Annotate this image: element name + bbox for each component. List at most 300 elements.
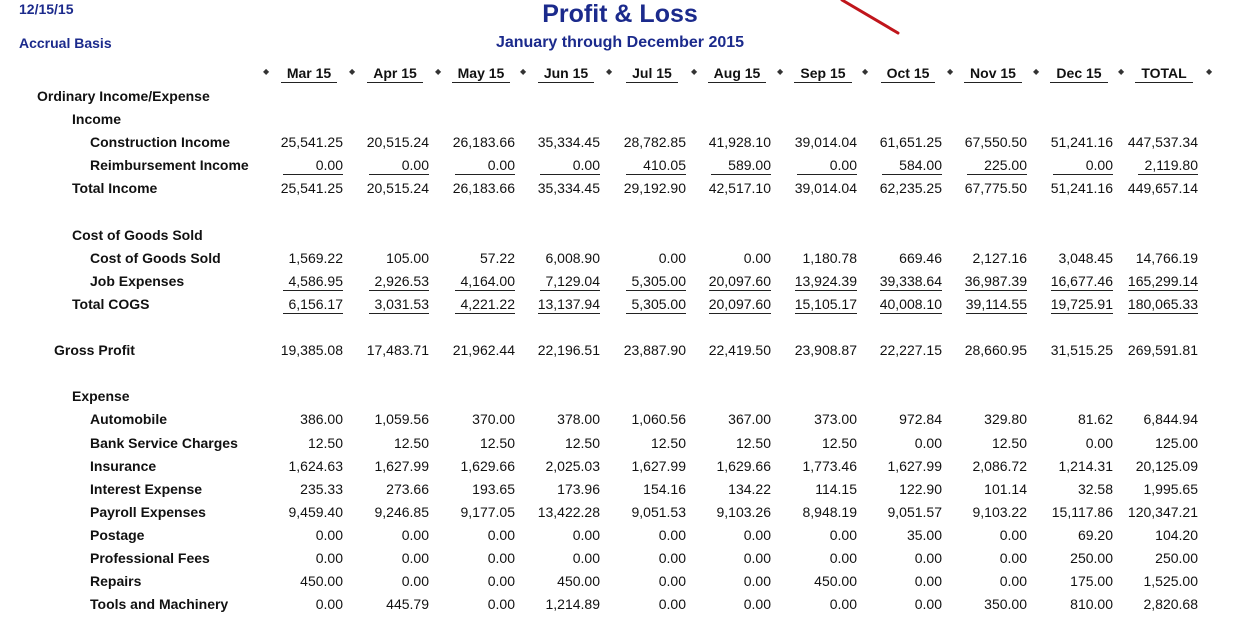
amount-cell[interactable]	[357, 273, 429, 291]
amount-value: 450.00	[814, 573, 857, 590]
amount-cell[interactable]	[955, 411, 1027, 427]
amount-value: 12.50	[564, 434, 600, 451]
amount-cell[interactable]	[699, 273, 771, 291]
amount-value: 57.22	[479, 249, 515, 266]
amount-value: 972.84	[899, 411, 942, 428]
amount-cell[interactable]	[699, 250, 771, 266]
amount-value: 35,334.45	[537, 134, 600, 151]
amount-value: 23,887.90	[623, 342, 686, 359]
amount-value: 29,192.90	[623, 180, 686, 197]
amount-cell[interactable]	[271, 273, 343, 291]
amount-value: 2,086.72	[972, 457, 1027, 474]
amount-cell[interactable]	[357, 527, 429, 543]
amount-cell[interactable]	[614, 157, 686, 175]
amount-value: 6,008.90	[545, 249, 600, 266]
amount-cell[interactable]	[614, 273, 686, 291]
column-header[interactable]	[1126, 65, 1202, 83]
column-header[interactable]	[955, 65, 1031, 83]
amount-cell[interactable]	[357, 250, 429, 266]
amount-cell[interactable]	[870, 573, 942, 589]
row-label: Cost of Goods Sold	[90, 249, 221, 266]
amount-cell[interactable]	[357, 573, 429, 589]
amount-cell[interactable]	[357, 481, 429, 497]
amount-cell[interactable]	[614, 504, 686, 520]
amount-cell[interactable]	[1041, 342, 1113, 358]
amount-cell[interactable]	[1126, 550, 1198, 566]
amount-cell[interactable]	[1041, 435, 1113, 451]
amount-cell[interactable]	[443, 527, 515, 543]
amount-value: 180,065.33	[1127, 295, 1198, 312]
amount-cell[interactable]	[870, 273, 942, 291]
amount-cell[interactable]	[271, 458, 343, 474]
amount-cell[interactable]	[357, 411, 429, 427]
column-header-label: Aug 15	[708, 65, 767, 83]
amount-cell[interactable]	[1126, 250, 1198, 266]
amount-cell[interactable]	[870, 596, 942, 612]
amount-value: 367.00	[728, 411, 771, 428]
amount-cell[interactable]	[955, 596, 1027, 612]
amount-cell[interactable]	[614, 134, 686, 150]
amount-cell[interactable]	[1126, 481, 1198, 497]
amount-cell[interactable]	[357, 435, 429, 451]
amount-cell[interactable]	[1126, 411, 1198, 427]
amount-cell[interactable]	[1041, 504, 1113, 520]
table-row[interactable]	[0, 201, 1240, 224]
column-header-label: Dec 15	[1050, 65, 1107, 83]
amount-value: 0.00	[315, 596, 343, 613]
amount-cell[interactable]	[699, 527, 771, 543]
amount-cell[interactable]	[1126, 180, 1198, 196]
amount-value: 0.00	[743, 526, 771, 543]
amount-cell[interactable]	[699, 411, 771, 427]
amount-cell[interactable]	[870, 296, 942, 314]
table-row[interactable]	[0, 432, 1240, 455]
column-header[interactable]	[443, 65, 519, 83]
amount-cell[interactable]	[614, 250, 686, 266]
row-label: Income	[72, 111, 122, 128]
amount-cell[interactable]	[1041, 273, 1113, 291]
amount-cell[interactable]	[785, 596, 857, 612]
amount-value: 9,051.57	[887, 503, 942, 520]
amount-cell[interactable]	[1041, 596, 1113, 612]
amount-cell[interactable]	[699, 573, 771, 589]
amount-cell[interactable]	[699, 596, 771, 612]
amount-value: 134.22	[728, 480, 771, 497]
amount-cell[interactable]	[271, 435, 343, 451]
amount-value: 16,677.46	[1050, 272, 1113, 289]
amount-cell[interactable]	[785, 342, 857, 358]
amount-cell[interactable]	[443, 296, 515, 314]
amount-cell[interactable]	[271, 296, 343, 314]
amount-cell[interactable]	[870, 504, 942, 520]
amount-cell[interactable]	[699, 134, 771, 150]
amount-cell[interactable]	[870, 411, 942, 427]
table-row[interactable]	[0, 593, 1240, 616]
amount-cell[interactable]	[443, 250, 515, 266]
amount-value: 0.00	[1085, 434, 1113, 451]
table-row[interactable]	[0, 385, 1240, 408]
amount-value: 0.00	[999, 549, 1027, 566]
amount-cell[interactable]	[955, 458, 1027, 474]
amount-value: 39,014.04	[794, 180, 857, 197]
table-row[interactable]	[0, 316, 1240, 339]
amount-cell[interactable]	[955, 481, 1027, 497]
amount-cell[interactable]	[1126, 134, 1198, 150]
amount-value: 1,214.89	[545, 596, 600, 613]
amount-cell[interactable]	[785, 573, 857, 589]
amount-value: 589.00	[711, 157, 771, 175]
amount-cell[interactable]	[955, 573, 1027, 589]
amount-cell[interactable]	[870, 134, 942, 150]
column-resize-handle[interactable]: ◆	[777, 67, 784, 76]
amount-value: 101.14	[984, 480, 1027, 497]
amount-cell[interactable]	[528, 504, 600, 520]
amount-cell[interactable]	[271, 504, 343, 520]
amount-cell[interactable]	[528, 273, 600, 291]
column-header[interactable]	[614, 65, 690, 83]
amount-cell[interactable]	[443, 134, 515, 150]
amount-cell[interactable]	[785, 273, 857, 291]
amount-value: 1,525.00	[1143, 573, 1198, 590]
amount-cell[interactable]	[528, 296, 600, 314]
row-label: Insurance	[90, 457, 157, 474]
amount-cell[interactable]	[357, 342, 429, 358]
amount-cell[interactable]	[528, 157, 600, 175]
amount-cell[interactable]	[443, 411, 515, 427]
table-row[interactable]	[0, 339, 1240, 362]
amount-value: 0.00	[743, 573, 771, 590]
amount-cell[interactable]	[614, 550, 686, 566]
amount-cell[interactable]	[528, 250, 600, 266]
amount-value: 1,627.99	[374, 457, 429, 474]
column-resize-handle[interactable]: ◆	[1118, 67, 1125, 76]
column-resize-handle[interactable]: ◆	[862, 67, 869, 76]
amount-cell[interactable]	[699, 342, 771, 358]
amount-cell[interactable]	[614, 180, 686, 196]
amount-value: 51,241.16	[1050, 134, 1113, 151]
amount-cell[interactable]	[1041, 250, 1113, 266]
amount-cell[interactable]	[870, 180, 942, 196]
column-header[interactable]	[271, 65, 347, 83]
column-header[interactable]	[870, 65, 946, 83]
table-row[interactable]	[0, 501, 1240, 524]
column-resize-handle[interactable]: ◆	[1206, 67, 1213, 76]
amount-value: 0.00	[283, 157, 343, 175]
amount-cell[interactable]	[357, 458, 429, 474]
amount-cell[interactable]	[785, 134, 857, 150]
amount-cell[interactable]	[528, 527, 600, 543]
amount-value: 9,103.26	[716, 503, 771, 520]
amount-value: 26,183.66	[452, 180, 515, 197]
amount-cell[interactable]	[955, 550, 1027, 566]
amount-cell[interactable]	[271, 342, 343, 358]
amount-cell[interactable]	[955, 250, 1027, 266]
amount-cell[interactable]	[1126, 596, 1198, 612]
amount-cell[interactable]	[271, 250, 343, 266]
amount-cell[interactable]	[699, 435, 771, 451]
annotation-pen-stroke	[0, 0, 1240, 62]
amount-value: 1,214.31	[1058, 457, 1113, 474]
amount-cell[interactable]	[528, 134, 600, 150]
amount-cell[interactable]	[443, 342, 515, 358]
amount-cell[interactable]	[357, 550, 429, 566]
amount-cell[interactable]	[955, 273, 1027, 291]
amount-value: 0.00	[743, 249, 771, 266]
amount-cell[interactable]	[614, 411, 686, 427]
column-header[interactable]	[528, 65, 604, 83]
amount-cell[interactable]	[614, 296, 686, 314]
amount-value: 250.00	[1155, 549, 1198, 566]
amount-value: 154.16	[643, 480, 686, 497]
column-resize-handle[interactable]: ◆	[1033, 67, 1040, 76]
amount-value: 0.00	[658, 596, 686, 613]
amount-value: 329.80	[984, 411, 1027, 428]
amount-cell[interactable]	[443, 435, 515, 451]
amount-value: 0.00	[401, 526, 429, 543]
amount-value: 12.50	[991, 434, 1027, 451]
column-resize-handle[interactable]: ◆	[606, 67, 613, 76]
amount-cell[interactable]	[1041, 550, 1113, 566]
amount-cell[interactable]	[528, 435, 600, 451]
table-row[interactable]	[0, 478, 1240, 501]
amount-value: 0.00	[401, 549, 429, 566]
amount-cell[interactable]	[1041, 134, 1113, 150]
amount-cell[interactable]	[1041, 180, 1113, 196]
column-header[interactable]	[699, 65, 775, 83]
amount-cell[interactable]	[870, 435, 942, 451]
amount-cell[interactable]	[271, 411, 343, 427]
amount-value: 25,541.25	[280, 134, 343, 151]
column-resize-handle[interactable]: ◆	[520, 67, 527, 76]
amount-cell[interactable]	[955, 157, 1027, 175]
amount-cell[interactable]	[1041, 481, 1113, 497]
row-label: Reimbursement Income	[90, 157, 249, 174]
amount-value: 9,051.53	[631, 503, 686, 520]
amount-cell[interactable]	[443, 481, 515, 497]
amount-cell[interactable]	[357, 180, 429, 196]
amount-value: 0.00	[914, 549, 942, 566]
column-resize-handle[interactable]: ◆	[349, 67, 356, 76]
amount-cell[interactable]	[785, 458, 857, 474]
amount-cell[interactable]	[955, 134, 1027, 150]
amount-cell[interactable]	[785, 411, 857, 427]
amount-cell[interactable]	[785, 296, 857, 314]
amount-value: 67,550.50	[964, 134, 1027, 151]
amount-cell[interactable]	[357, 596, 429, 612]
amount-cell[interactable]	[271, 134, 343, 150]
amount-cell[interactable]	[1126, 527, 1198, 543]
amount-cell[interactable]	[955, 435, 1027, 451]
amount-value: 0.00	[315, 526, 343, 543]
amount-cell[interactable]	[699, 550, 771, 566]
amount-cell[interactable]	[528, 180, 600, 196]
amount-cell[interactable]	[699, 458, 771, 474]
table-row[interactable]	[0, 547, 1240, 570]
amount-value: 20,515.24	[366, 134, 429, 151]
amount-cell[interactable]	[1041, 458, 1113, 474]
table-row[interactable]	[0, 154, 1240, 177]
amount-cell[interactable]	[528, 550, 600, 566]
amount-cell[interactable]	[785, 481, 857, 497]
amount-cell[interactable]	[1126, 157, 1198, 175]
amount-cell[interactable]	[271, 527, 343, 543]
amount-cell[interactable]	[699, 157, 771, 175]
amount-cell[interactable]	[271, 596, 343, 612]
amount-value: 370.00	[472, 411, 515, 428]
column-header-label: May 15	[452, 65, 511, 83]
amount-value: 350.00	[984, 596, 1027, 613]
amount-value: 15,105.17	[794, 295, 857, 312]
table-row[interactable]	[0, 293, 1240, 316]
amount-cell[interactable]	[443, 550, 515, 566]
amount-cell[interactable]	[528, 411, 600, 427]
amount-cell[interactable]	[443, 273, 515, 291]
amount-cell[interactable]	[1126, 273, 1198, 291]
column-header[interactable]	[785, 65, 861, 83]
amount-cell[interactable]	[699, 481, 771, 497]
amount-cell[interactable]	[955, 342, 1027, 358]
amount-cell[interactable]	[1041, 157, 1113, 175]
amount-cell[interactable]	[785, 180, 857, 196]
amount-cell[interactable]	[870, 527, 942, 543]
amount-cell[interactable]	[785, 504, 857, 520]
amount-cell[interactable]	[443, 596, 515, 612]
amount-cell[interactable]	[870, 157, 942, 175]
amount-cell[interactable]	[699, 180, 771, 196]
amount-value: 1,629.66	[716, 457, 771, 474]
amount-value: 1,060.56	[631, 411, 686, 428]
amount-value: 0.00	[658, 573, 686, 590]
amount-cell[interactable]	[614, 342, 686, 358]
amount-cell[interactable]	[955, 180, 1027, 196]
amount-cell[interactable]	[528, 481, 600, 497]
column-resize-handle[interactable]: ◆	[435, 67, 442, 76]
amount-cell[interactable]	[870, 342, 942, 358]
amount-cell[interactable]	[1126, 296, 1198, 314]
amount-cell[interactable]	[528, 573, 600, 589]
amount-cell[interactable]	[955, 504, 1027, 520]
table-row[interactable]	[0, 131, 1240, 154]
table-row[interactable]	[0, 270, 1240, 293]
amount-cell[interactable]	[357, 504, 429, 520]
amount-cell[interactable]	[1126, 458, 1198, 474]
amount-cell[interactable]	[271, 180, 343, 196]
amount-cell[interactable]	[870, 250, 942, 266]
amount-value: 250.00	[1070, 549, 1113, 566]
amount-value: 39,114.55	[965, 295, 1027, 312]
amount-cell[interactable]	[528, 458, 600, 474]
amount-cell[interactable]	[870, 550, 942, 566]
amount-cell[interactable]	[614, 435, 686, 451]
amount-cell[interactable]	[614, 596, 686, 612]
amount-cell[interactable]	[443, 458, 515, 474]
amount-cell[interactable]	[1041, 573, 1113, 589]
amount-cell[interactable]	[443, 573, 515, 589]
table-row[interactable]	[0, 224, 1240, 247]
amount-cell[interactable]	[614, 573, 686, 589]
table-row[interactable]	[0, 177, 1240, 200]
table-row[interactable]	[0, 570, 1240, 593]
amount-cell[interactable]	[1041, 296, 1113, 314]
amount-cell[interactable]	[443, 157, 515, 175]
amount-value: 81.62	[1077, 411, 1113, 428]
amount-cell[interactable]	[1126, 342, 1198, 358]
row-label: Professional Fees	[90, 549, 210, 566]
amount-cell[interactable]	[699, 504, 771, 520]
amount-value: 67,775.50	[964, 180, 1027, 197]
amount-value: 3,048.45	[1058, 249, 1113, 266]
amount-cell[interactable]	[785, 250, 857, 266]
amount-value: 0.00	[914, 434, 942, 451]
amount-cell[interactable]	[528, 342, 600, 358]
amount-value: 0.00	[487, 526, 515, 543]
amount-cell[interactable]	[528, 596, 600, 612]
amount-value: 125.00	[1155, 434, 1198, 451]
amount-cell[interactable]	[785, 157, 857, 175]
table-row[interactable]	[0, 362, 1240, 385]
amount-value: 12.50	[650, 434, 686, 451]
amount-cell[interactable]	[1126, 435, 1198, 451]
amount-cell[interactable]	[870, 481, 942, 497]
amount-cell[interactable]	[357, 296, 429, 314]
amount-cell[interactable]	[785, 550, 857, 566]
amount-cell[interactable]	[614, 458, 686, 474]
table-row[interactable]	[0, 247, 1240, 270]
column-header[interactable]	[357, 65, 433, 83]
amount-cell[interactable]	[443, 504, 515, 520]
amount-cell[interactable]	[785, 435, 857, 451]
amount-cell[interactable]	[955, 527, 1027, 543]
row-label: Construction Income	[90, 134, 231, 151]
amount-value: 0.00	[743, 549, 771, 566]
amount-value: 1,773.46	[802, 457, 857, 474]
amount-cell[interactable]	[271, 573, 343, 589]
amount-cell[interactable]	[1041, 411, 1113, 427]
column-header-label: Apr 15	[367, 65, 423, 83]
report-date: 12/15/15	[19, 1, 74, 17]
table-row[interactable]	[0, 524, 1240, 547]
amount-cell[interactable]	[870, 458, 942, 474]
amount-value: 1,569.22	[288, 249, 343, 266]
table-row[interactable]	[0, 408, 1240, 431]
amount-cell[interactable]	[955, 296, 1027, 314]
amount-value: 19,725.91	[1050, 295, 1113, 312]
amount-cell[interactable]	[357, 134, 429, 150]
amount-value: 0.00	[829, 549, 857, 566]
amount-cell[interactable]	[357, 157, 429, 175]
table-row[interactable]	[0, 108, 1240, 131]
amount-cell[interactable]	[271, 481, 343, 497]
column-resize-handle[interactable]: ◆	[263, 67, 270, 76]
amount-cell[interactable]	[614, 481, 686, 497]
amount-value: 1,059.56	[374, 411, 429, 428]
amount-cell[interactable]	[785, 527, 857, 543]
amount-cell[interactable]	[699, 296, 771, 314]
amount-cell[interactable]	[1126, 504, 1198, 520]
column-resize-handle[interactable]: ◆	[947, 67, 954, 76]
column-resize-handle[interactable]: ◆	[691, 67, 698, 76]
amount-cell[interactable]	[614, 527, 686, 543]
amount-cell[interactable]	[1126, 573, 1198, 589]
amount-cell[interactable]	[1041, 527, 1113, 543]
table-row[interactable]	[0, 455, 1240, 478]
amount-cell[interactable]	[271, 550, 343, 566]
amount-cell[interactable]	[271, 157, 343, 175]
amount-cell[interactable]	[443, 180, 515, 196]
column-header[interactable]	[1041, 65, 1117, 83]
amount-value: 13,137.94	[537, 295, 600, 312]
table-row[interactable]	[0, 85, 1240, 108]
